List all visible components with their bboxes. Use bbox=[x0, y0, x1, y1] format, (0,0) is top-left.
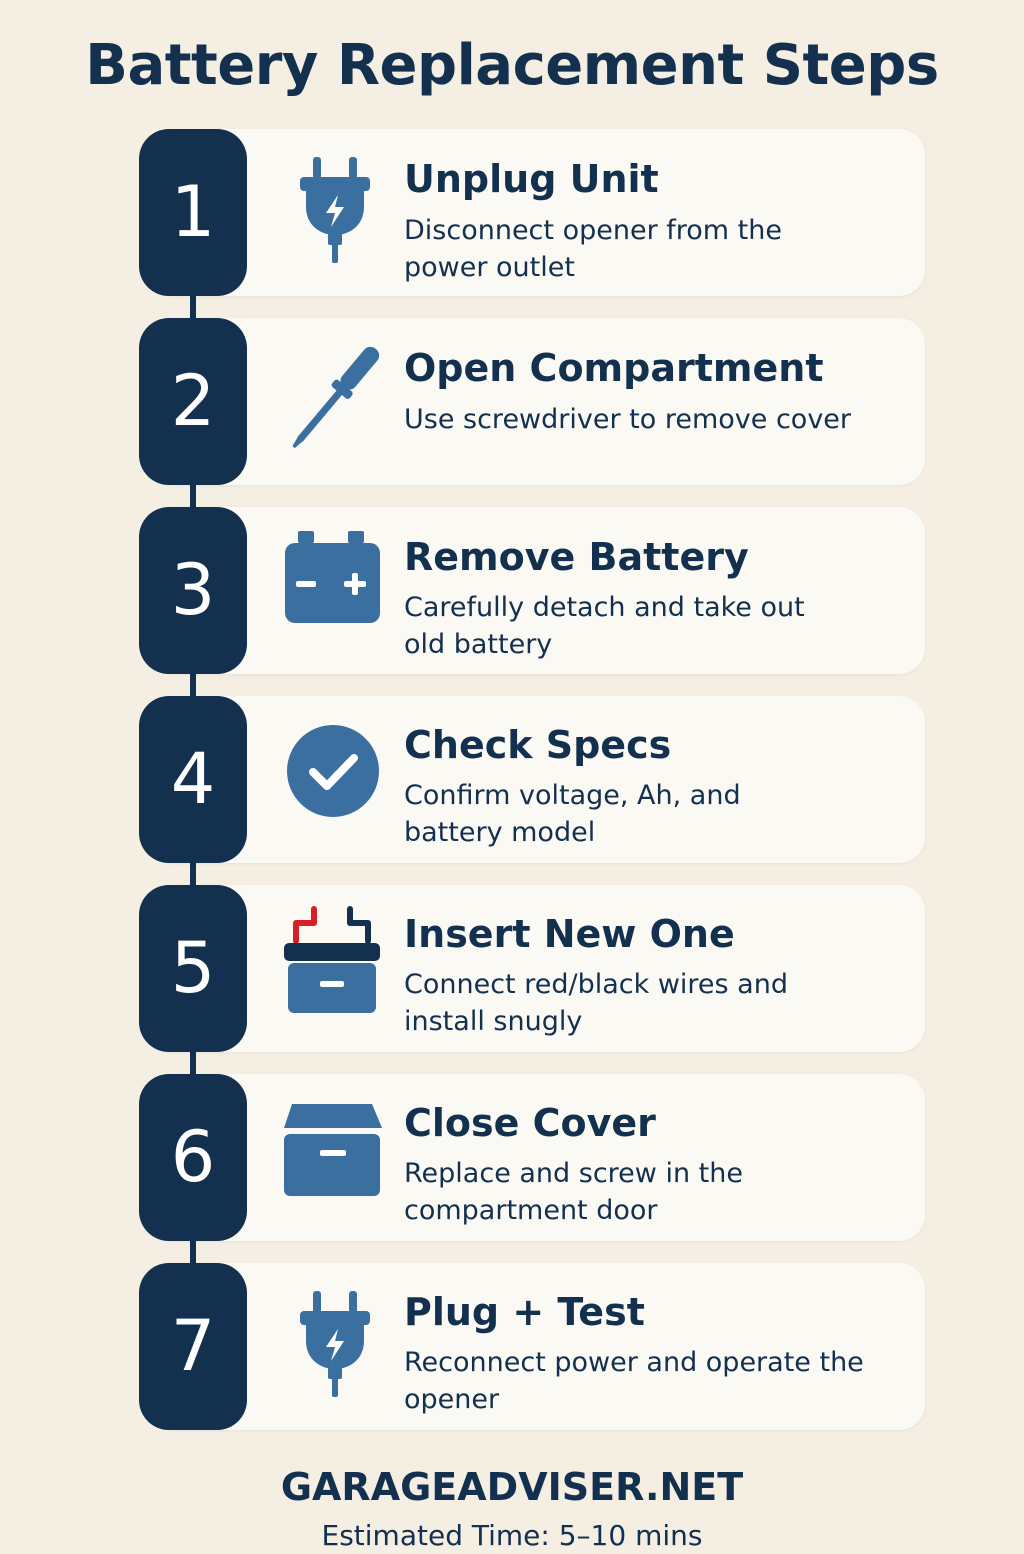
screwdriver-icon bbox=[280, 342, 390, 452]
page-title: Battery Replacement Steps bbox=[85, 33, 939, 98]
battery-wires-icon bbox=[280, 903, 390, 1013]
step-number-4: 4 bbox=[139, 696, 247, 863]
step-title-5: Insert New One bbox=[404, 912, 735, 956]
compartment-box-icon bbox=[280, 1098, 390, 1208]
step-description-7: Reconnect power and operate the opener bbox=[404, 1347, 864, 1415]
step-number-3: 3 bbox=[139, 507, 247, 674]
plug-icon bbox=[280, 1287, 390, 1397]
step-description-5: Connect red/black wires and install snugly bbox=[404, 969, 788, 1037]
plug-icon bbox=[280, 153, 390, 263]
step-title-7: Plug + Test bbox=[404, 1290, 645, 1334]
step-description-4: Confirm voltage, Ah, and battery model bbox=[404, 780, 741, 848]
step-number-1: 1 bbox=[139, 129, 247, 296]
site-name: GARAGEADVISER.NET bbox=[280, 1465, 744, 1509]
step-title-4: Check Specs bbox=[404, 723, 672, 767]
step-description-3: Carefully detach and take out old battery bbox=[404, 592, 805, 660]
step-description-1: Disconnect opener from the power outlet bbox=[404, 215, 782, 283]
step-number-2: 2 bbox=[139, 318, 247, 485]
battery-icon bbox=[280, 531, 390, 641]
checkmark-circle-icon bbox=[280, 720, 390, 830]
step-title-1: Unplug Unit bbox=[404, 157, 659, 201]
step-number-6: 6 bbox=[139, 1074, 247, 1241]
step-number-7: 7 bbox=[139, 1263, 247, 1430]
estimated-time: Estimated Time: 5–10 mins bbox=[321, 1519, 703, 1552]
step-number-5: 5 bbox=[139, 885, 247, 1052]
step-title-3: Remove Battery bbox=[404, 535, 749, 579]
step-description-6: Replace and screw in the compartment door bbox=[404, 1158, 743, 1226]
step-title-2: Open Compartment bbox=[404, 346, 824, 390]
step-title-6: Close Cover bbox=[404, 1101, 656, 1145]
step-description-2: Use screwdriver to remove cover bbox=[404, 404, 852, 435]
